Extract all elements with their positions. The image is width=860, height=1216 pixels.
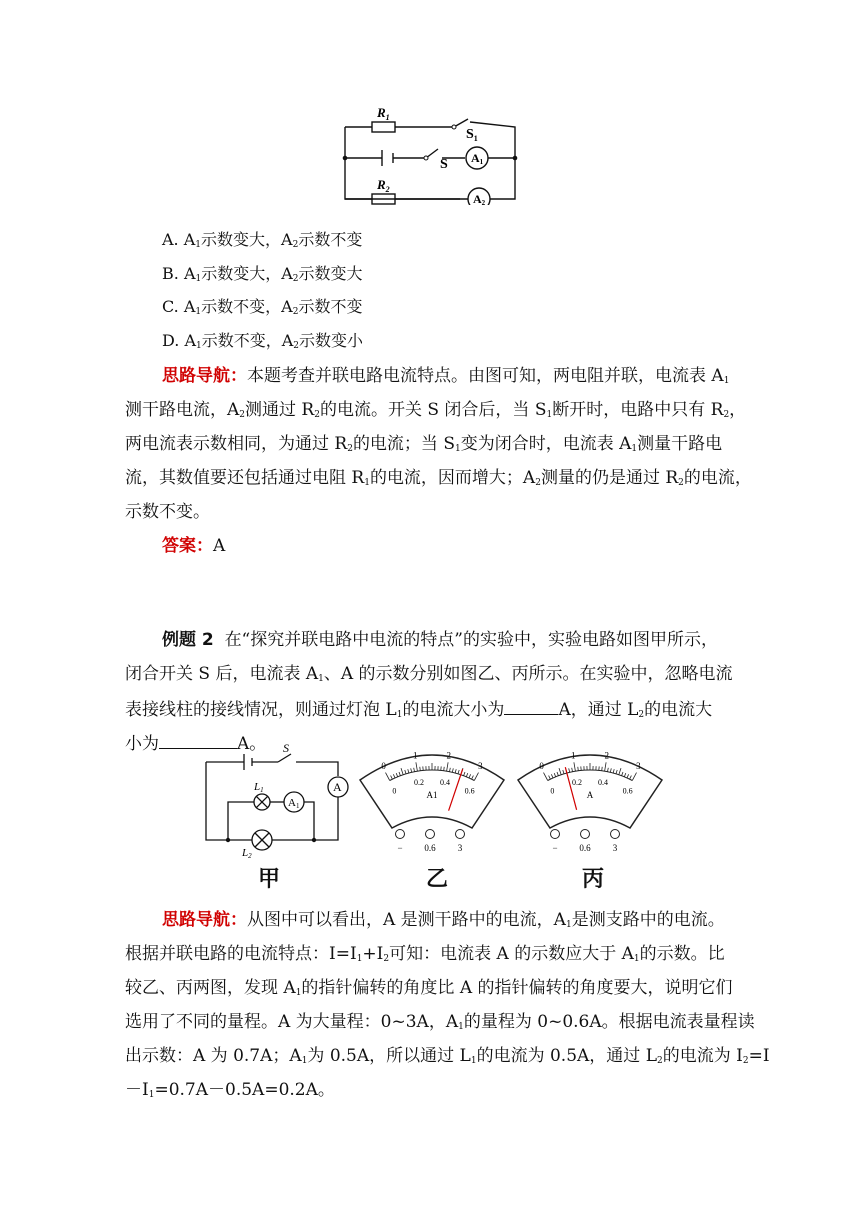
terminal-label: 0.6 bbox=[579, 843, 591, 853]
analysis2-line5: 出示数：A 为 0.7A；$A_1$为 0.5A，所以通过 $L_1$的电流为 0.5A，通过 $L_2$的电流为 $I_2=I$ bbox=[125, 1046, 770, 1066]
analysis1-line5: 示数不变。 bbox=[125, 502, 210, 522]
meter-tick bbox=[420, 767, 421, 771]
terminal-post bbox=[611, 830, 620, 839]
analysis1-line1: 思路导航：本题考查并联电路电流特点。由图可知，两电阻并联，电流表 $A_1$ bbox=[162, 366, 730, 386]
answer1: 答案：A bbox=[162, 536, 226, 556]
terminal-label: 0.6 bbox=[424, 843, 436, 853]
option-a: A. $A_1$示数变大，$A_2$示数不变 bbox=[162, 230, 363, 250]
example2-label: 例题 2 bbox=[162, 630, 214, 650]
meter-tick-label-bottom: 0 bbox=[392, 786, 397, 796]
jia-l1-label: L1 bbox=[254, 781, 264, 794]
analysis2-label: 思路导航： bbox=[162, 910, 247, 930]
meter-tick-label-bottom: 0.4 bbox=[598, 778, 608, 788]
terminal-post bbox=[581, 830, 590, 839]
meter-tick-label-top: 1 bbox=[413, 750, 418, 761]
jia-l2-label: L2 bbox=[242, 847, 252, 858]
jia-s-label: S bbox=[283, 741, 289, 755]
figure-label-yi: 乙 bbox=[426, 867, 449, 892]
r2-label: $R_2$ bbox=[377, 177, 390, 194]
meter-tick-label-top: 2 bbox=[446, 750, 451, 761]
analysis-label: 思路导航： bbox=[162, 366, 247, 386]
meter-tick-label-bottom: 0.4 bbox=[440, 778, 450, 788]
meter-tick-label-top: 0 bbox=[539, 761, 544, 772]
meter-tick bbox=[578, 767, 579, 771]
s1-label: $S_1$ bbox=[466, 127, 478, 143]
analysis2-line6: $-I_1=0.7A-0.5A=0.2A$。 bbox=[125, 1080, 335, 1100]
figure-label-jia: 甲 bbox=[258, 867, 281, 892]
a2-label: A2 bbox=[473, 192, 486, 205]
terminal-label: 3 bbox=[457, 843, 463, 853]
meter-bing-terminals bbox=[543, 826, 633, 854]
analysis1-line2: 测干路电流，$A_2$测通过 $R_2$的电流。开关 S 闭合后，当 $S_1$断开时，电路中只有 $R_2$， bbox=[125, 400, 747, 420]
analysis1-line4: 流，其数值要还包括通过电阻 $R_1$的电流，因而增大；$A_2$测量的仍是通过 $R_2$的电流， bbox=[125, 468, 752, 488]
meter-tick-label-top: 2 bbox=[604, 750, 609, 761]
terminal-label: 3 bbox=[612, 843, 618, 853]
analysis2-line3: 较乙、丙两图，发现 $A_1$的指针偏转的角度比 A 的指针偏转的角度要大，说明它们 bbox=[125, 978, 733, 998]
option-c: C. $A_1$示数不变，$A_2$示数不变 bbox=[162, 297, 363, 317]
meter-tick-label-bottom: 0.2 bbox=[572, 778, 582, 788]
terminal-label: − bbox=[552, 843, 558, 853]
meter-tick-label-top: 3 bbox=[478, 761, 483, 772]
analysis1-line3: 两电流表示数相同，为通过 $R_2$的电流；当 $S_1$变为闭合时，电流表 $A_1$测量干路电 bbox=[125, 434, 723, 454]
jia-a-label: A bbox=[333, 780, 342, 794]
terminal-label: − bbox=[397, 843, 403, 853]
analysis2-line1: 思路导航：从图中可以看出，A 是测干路中的电流，$A_1$是测支路中的电流。 bbox=[162, 910, 725, 930]
meter-tick bbox=[444, 767, 445, 771]
terminal-post bbox=[551, 830, 560, 839]
r1-label: $R_1$ bbox=[377, 105, 390, 122]
jia-a1-label: A1 bbox=[288, 797, 300, 810]
answer-label: 答案： bbox=[162, 536, 213, 556]
analysis2-line2: 根据并联电路的电流特点：$I=I_1+I_2$可知：电流表 A 的示数应大于 $A_1$的示数。比 bbox=[125, 944, 725, 964]
option-d: D. $A_1$示数不变，$A_2$示数变小 bbox=[162, 331, 364, 351]
a1-label: A1 bbox=[471, 151, 484, 166]
example2-line4: 小为 A。 bbox=[125, 734, 267, 754]
terminal-post bbox=[456, 830, 465, 839]
example2-line1: 例题 2 在“探究并联电路中电流的特点”的实验中，实验电路如图甲所示， bbox=[162, 630, 718, 650]
circuit-diagram-jia bbox=[198, 738, 353, 858]
analysis2-line4: 选用了不同的量程。A 为大量程：0~3A，$A_1$的量程为 0~0.6A。根据电流表量程读 bbox=[125, 1012, 755, 1032]
circuit-diagram-1 bbox=[340, 105, 525, 205]
option-b: B. $A_1$示数变大，$A_2$示数变大 bbox=[162, 264, 363, 284]
terminal-post bbox=[426, 830, 435, 839]
figure-label-bing: 丙 bbox=[582, 867, 605, 892]
meter-tick-label-top: 0 bbox=[381, 761, 386, 772]
meter-name: A bbox=[586, 790, 594, 800]
meter-tick-label-top: 1 bbox=[571, 750, 576, 761]
meter-tick-label-bottom: 0.2 bbox=[414, 778, 424, 788]
terminal-post bbox=[396, 830, 405, 839]
meter-tick-label-bottom: 0 bbox=[550, 786, 555, 796]
example2-line3: 表接线柱的接线情况，则通过灯泡 $L_1$的电流大小为 A，通过 $L_2$的电流大 bbox=[125, 700, 713, 720]
answer-blank-1[interactable] bbox=[504, 698, 558, 715]
meter-tick-label-bottom: 0.6 bbox=[622, 786, 633, 796]
meter-tick-label-top: 3 bbox=[636, 761, 641, 772]
meter-yi-terminals bbox=[388, 826, 478, 854]
meter-tick bbox=[602, 767, 603, 771]
meter-name: A1 bbox=[426, 790, 438, 800]
meter-tick-label-bottom: 0.6 bbox=[464, 786, 475, 796]
s-label: S bbox=[440, 157, 448, 172]
example2-line2: 闭合开关 S 后，电流表 $A_1$、A 的示数分别如图乙、丙所示。在实验中，忽略电流 bbox=[125, 664, 733, 684]
